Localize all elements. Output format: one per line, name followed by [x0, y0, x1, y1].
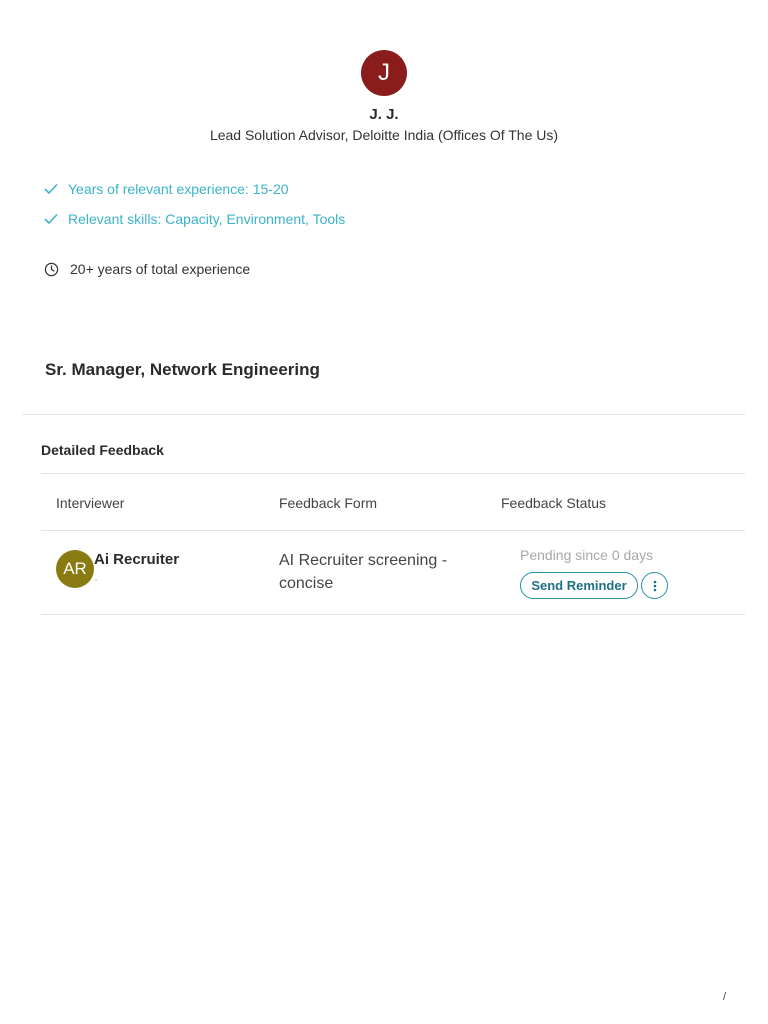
total-experience — [44, 261, 250, 277]
page-marker: / — [723, 991, 727, 1003]
more-vertical-icon — [653, 580, 657, 592]
highlight-text: Relevant skills: Capacity, Environment, Tools — [68, 211, 346, 227]
column-header-feedback-form: Feedback Form — [279, 495, 378, 511]
divider — [41, 614, 745, 615]
highlight-relevant-experience — [44, 181, 289, 197]
column-header-feedback-status: Feedback Status — [501, 495, 607, 511]
highlight-relevant-skills — [44, 211, 345, 227]
section-title-detailed-feedback: Detailed Feedback — [41, 442, 164, 458]
check-icon — [44, 212, 58, 226]
interviewer-avatar: AR — [56, 550, 94, 588]
divider — [41, 473, 745, 474]
clock-icon — [44, 262, 59, 277]
job-title: Sr. Manager, Network Engineering — [45, 360, 320, 379]
divider — [22, 414, 745, 415]
feedback-status-text: Pending since 0 days — [520, 547, 654, 563]
candidate-avatar: J — [361, 50, 407, 96]
feedback-form-name: AI Recruiter screening - concise — [279, 552, 448, 592]
send-reminder-button[interactable]: Send Reminder — [520, 572, 638, 599]
more-options-button[interactable] — [641, 572, 668, 599]
check-icon — [44, 182, 58, 196]
interviewer-name: Ai Recruiter — [94, 551, 180, 568]
total-experience-text: 20+ years of total experience — [70, 261, 251, 277]
column-header-interviewer: Interviewer — [56, 495, 125, 511]
interviewer-subtitle: - — [94, 572, 98, 586]
divider — [41, 530, 745, 531]
highlight-text: Years of relevant experience: 15-20 — [68, 181, 289, 197]
candidate-title: Lead Solution Advisor, Deloitte India (Offices Of The Us) — [209, 127, 559, 143]
candidate-name: J. J. — [369, 106, 399, 123]
